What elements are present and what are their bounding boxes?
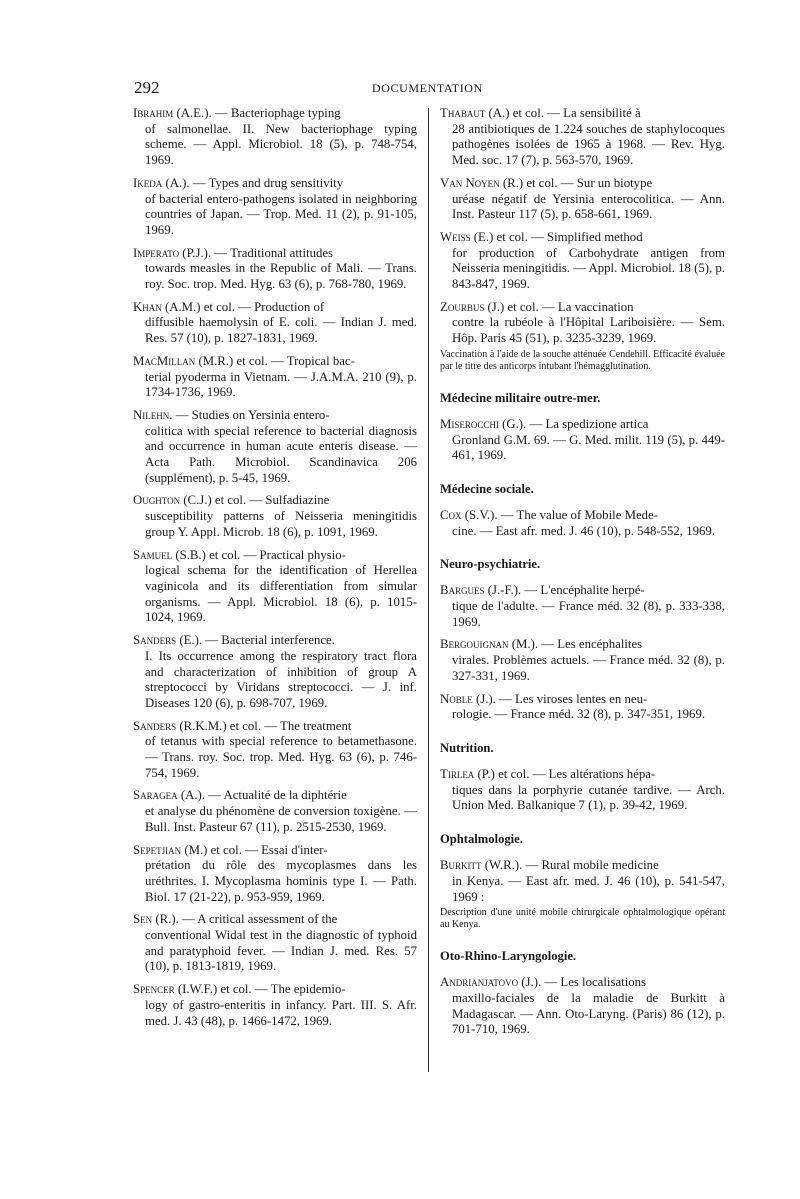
entry-first-line: (R.). — A critical assessment of the: [152, 912, 338, 927]
entry-first-line: (R.) et col. — Sur un biotype: [499, 175, 653, 190]
entry-first-line: (A.). — Actualité de la diphtérie: [177, 788, 347, 803]
entry-first-line: (M.) et col. — Essai d'inter-: [181, 842, 328, 857]
entry-note: Description d'une unité mobile chirurgicale ophtalmologique opérant au Kenya.: [440, 907, 725, 931]
entry-continuation: susceptibility patterns of Neisseria meningitidis group Y. Appl. Microb. 18 (6), p. 1091, 1969.: [145, 509, 417, 539]
bibliography-entry: [133, 548, 417, 627]
entry-continuation: et analyse du phénomène de conversion toxigène. — Bull. Inst. Pasteur 67 (11), p. 2515-2530, 1969.: [145, 804, 417, 834]
entry-first-line: (S.V.). — The value of Mobile Mede-: [461, 507, 658, 522]
entry-first-line: (C.J.) et col. — Sulfadiazine: [180, 493, 330, 508]
left-column: [133, 106, 417, 1036]
entry-continuation: maxillo-faciales de la maladie de Burkitt à Madagascar. — Ann. Oto-Laryng. (Paris) 86 (12), p. 701-710, 1969.: [452, 990, 725, 1037]
entry-continuation: of bacterial entero-pathogens isolated in neighboring countries of Japan. — Trop. Med. 11 (2), p. 91-105, 1969.: [145, 191, 417, 237]
entry-first-line: (I.W.F.) et col. — The epidemio-: [174, 982, 346, 997]
entry-author: Sepetjian: [133, 842, 182, 857]
entry-first-line: (J.). — Les viroses lentes en neu-: [472, 691, 648, 706]
entry-note: Vaccination à l'aide de la souche atténuée Cendehill. Efficacité évaluée par le titre des anticorps intubant l'hémagglutination.: [440, 348, 725, 372]
entry-first-line: (A.E.). — Bacteriophage typing: [173, 106, 341, 120]
entry-continuation: colitica with special reference to bacterial diagnosis and occurrence in human acute enteris disease. — Acta Path. Microbiol. Scandinavica 206 (supplément), p. 5-45, 1969.: [145, 423, 417, 485]
entry-author: Tirlea: [440, 766, 475, 781]
bibliography-entry: [133, 300, 417, 347]
running-head: DOCUMENTATION: [372, 81, 483, 95]
section-heading: Médecine militaire outre-mer.: [440, 390, 601, 405]
entry-first-line: (J.-F.). — L'encéphalite herpé-: [484, 583, 645, 598]
entry-author: Ibrahim: [133, 106, 174, 120]
bibliography-entry: [133, 408, 417, 487]
bibliography-entry: [133, 982, 417, 1029]
bibliography-entry: [133, 788, 417, 835]
bibliography-entry: [440, 637, 725, 684]
entry-continuation: logy of gastro-enteritis in infancy. Part. III. S. Afr. med. J. 43 (48), p. 1466-1472, 1969.: [145, 997, 417, 1028]
entry-first-line: (J.). — Les localisations: [518, 975, 647, 990]
entry-author: Bargues: [440, 583, 485, 598]
bibliography-entry: [440, 106, 725, 169]
bibliography-entry: [440, 767, 725, 814]
entry-continuation: of salmonellae. II. New bacteriophage typing scheme. — Appl. Microbiol. 18 (5), p. 748-754, 1969.: [145, 121, 417, 168]
entry-author: Oughton: [133, 493, 181, 508]
entry-continuation: diffusible haemolysin of E. coli. — Indian J. med. Res. 57 (10), p. 1827-1831, 1969.: [145, 315, 417, 346]
entry-continuation: tique de l'adulte. — France méd. 32 (8), p. 333-338, 1969.: [452, 599, 725, 629]
entry-first-line: (A.) et col. — La sensibilité à: [485, 106, 641, 120]
entry-author: Saragea: [133, 788, 178, 803]
entry-first-line: (J.) et col. — La vaccination: [484, 299, 634, 314]
entry-continuation: contre la rubéole à l'Hôpital Lariboisière. — Sem. Hôp. Paris 45 (51), p. 3235-3239, 1969.: [452, 315, 725, 346]
bibliography-entry: [133, 176, 417, 239]
entry-continuation: cine. — East afr. med. J. 46 (10), p. 548-552, 1969.: [452, 523, 715, 538]
entry-first-line: (P.) et col. — Les altérations hépa-: [474, 766, 656, 781]
entry-continuation: rologie. — France méd. 32 (8), p. 347-351, 1969.: [452, 707, 706, 722]
entry-first-line: . — Studies on Yersinia entero-: [169, 407, 330, 422]
entry-author: Khan: [133, 299, 162, 314]
section-heading: Médecine sociale.: [440, 481, 534, 496]
entry-continuation: towards measles in the Republic of Mali. — Trans. roy. Soc. trop. Med. Hyg. 63 (6), p. 768-780, 1969.: [145, 261, 417, 292]
entry-continuation: 28 antibiotiques de 1.224 souches de staphylocoques pathogènes isolées de 1965 à 1968. — Rev. Hyg. Med. soc. 17 (7), p. 563-570, 1969.: [452, 121, 725, 168]
entry-author: Sanders: [133, 633, 177, 648]
bibliography-entry: [133, 106, 417, 169]
entry-continuation: for production of Carbohydrate antigen from Neisseria meningitidis. — Appl. Microbiol. 18 (5), p. 843-847, 1969.: [452, 245, 725, 292]
entry-author: Andrianjatovo: [440, 975, 519, 990]
entry-first-line: (E.) et col. — Simplified method: [470, 229, 643, 244]
entry-continuation: virales. Problèmes actuels. — France méd. 32 (8), p. 327-331, 1969.: [452, 653, 725, 683]
entry-first-line: (P.J.). — Traditional attitudes: [179, 245, 334, 260]
entry-author: Zourbus: [440, 299, 485, 314]
entry-author: Samuel: [133, 547, 173, 562]
entry-first-line: (M.). — Les encéphalites: [508, 637, 643, 652]
section-heading: Ophtalmologie.: [440, 832, 523, 847]
bibliography-entry: [133, 843, 417, 906]
column-divider: [428, 108, 429, 1072]
bibliography-entry: [440, 583, 725, 630]
entry-continuation: of tetanus with special reference to betamethasone. — Trans. roy. Soc. trop. Med. Hyg. 63 (6), p. 746-754, 1969.: [145, 734, 417, 780]
entry-first-line: (G.). — La spedizione artica: [498, 416, 649, 431]
bibliography-entry: [440, 417, 725, 464]
bibliography-entry: [440, 975, 725, 1038]
entry-author: Bergouignan: [440, 637, 509, 652]
entry-first-line: (W.R.). — Rural mobile medicine: [481, 858, 659, 873]
section-heading: Oto-Rhino-Laryngologie.: [440, 949, 577, 964]
entry-continuation: in Kenya. — East afr. med. J. 46 (10), p. 541-547, 1969 :: [452, 873, 725, 904]
entry-author: Sanders: [133, 718, 177, 733]
section-heading: Neuro-psychiatrie.: [440, 557, 541, 572]
section-heading: Nutrition.: [440, 740, 494, 755]
entry-author: Ikeda: [133, 175, 163, 190]
bibliography-entry: [440, 508, 725, 539]
entry-continuation: tiques dans la porphyrie cutanée tardive. — Arch. Union Med. Balkanique 7 (1), p. 39-42, 1969.: [452, 782, 725, 813]
bibliography-entry: [440, 858, 725, 905]
entry-author: Sen: [133, 912, 153, 927]
entry-author: Imperato: [133, 245, 180, 260]
page-number: 292: [134, 78, 160, 97]
entry-author: Noble: [440, 691, 473, 706]
entry-author: Van Noyen: [440, 175, 500, 190]
bibliography-entry: [440, 300, 725, 347]
entry-continuation: prétation du rôle des mycoplasmes dans les uréthrites. I. Mycoplasma hominis type I. — Path. Biol. 17 (21-22), p. 953-959, 1969.: [145, 858, 417, 904]
entry-first-line: (A.M.) et col. — Production of: [161, 299, 325, 314]
bibliography-entry: [133, 633, 417, 712]
entry-author: Burkitt: [440, 858, 482, 873]
bibliography-entry: [440, 692, 725, 723]
entry-continuation: I. Its occurrence among the respiratory tract flora and characterization of inhibition of group A streptococci by Viridans streptococci. — J. inf. Diseases 120 (6), p. 698-707, 1969.: [145, 648, 417, 710]
bibliography-entry: [133, 719, 417, 782]
bibliography-entry: [133, 354, 417, 401]
entry-continuation: terial pyoderma in Vietnam. — J.A.M.A. 210 (9), p. 1734-1736, 1969.: [145, 369, 417, 400]
entry-first-line: (E.). — Bacterial interference.: [176, 633, 335, 648]
entry-first-line: (R.K.M.) et col. — The treatment: [176, 718, 352, 733]
entry-continuation: logical schema for the identification of Herellea vaginicola and its differentiation from simular organisms. — Appl. Microbiol. 18 (6), p. 1015-1024, 1969.: [145, 563, 417, 625]
entry-continuation: uréase négatif de Yersinia enterocolitica. — Ann. Inst. Pasteur 117 (5), p. 658-661, 1969.: [452, 191, 725, 222]
entry-first-line: (A.). — Types and drug sensitivity: [162, 175, 344, 190]
bibliography-entry: [440, 230, 725, 293]
entry-author: Cox: [440, 507, 462, 522]
bibliography-entry: [440, 176, 725, 223]
entry-author: Nilehn: [133, 407, 170, 422]
right-column: [440, 106, 725, 1045]
entry-author: Spencer: [133, 982, 175, 997]
bibliography-entry: [133, 912, 417, 975]
entry-first-line: (M.R.) et col. — Tropical bac-: [195, 353, 355, 368]
bibliography-entry: [133, 493, 417, 540]
bibliography-entry: [133, 246, 417, 293]
entry-author: MacMillan: [133, 353, 196, 368]
entry-author: Thabaut: [440, 106, 486, 120]
entry-continuation: conventional Widal test in the diagnostic of typhoid and paratyphoid fever. — Indian J. med. Res. 57 (10), p. 1813-1819, 1969.: [145, 928, 417, 974]
entry-first-line: (S.B.) et col. — Practical physio-: [172, 547, 346, 562]
entry-author: Weiss: [440, 229, 471, 244]
entry-continuation: Gronland G.M. 69. — G. Med. milit. 119 (5), p. 449-461, 1969.: [452, 432, 725, 463]
entry-author: Miserocchi: [440, 416, 499, 431]
